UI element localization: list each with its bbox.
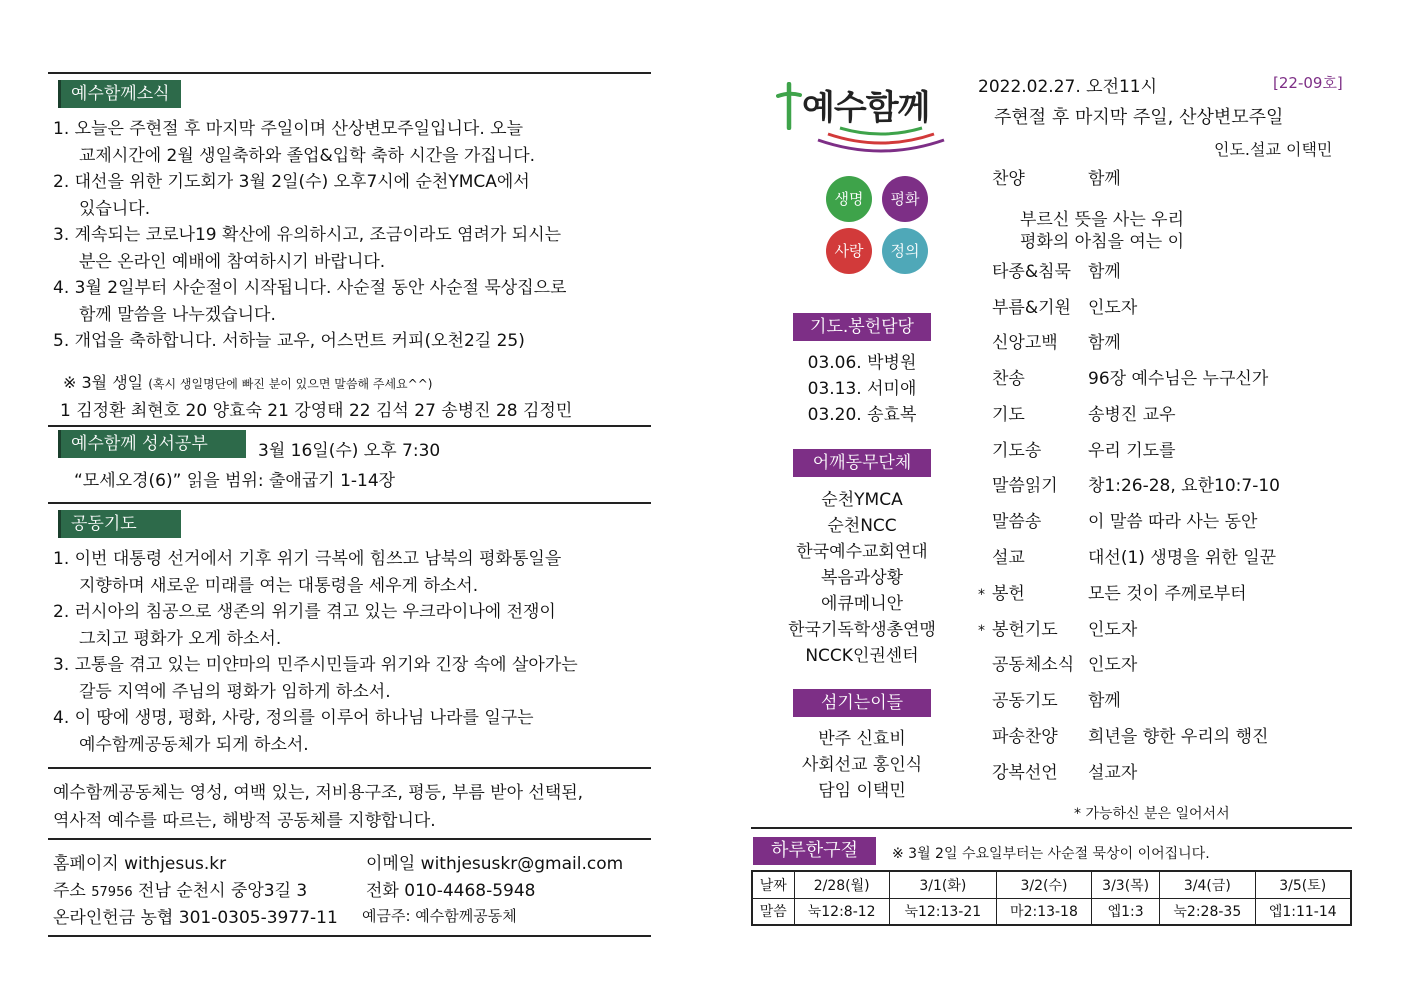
sunday-title: 주현절 후 마지막 주일, 산상변모주일 [994, 107, 1284, 128]
rule [48, 425, 651, 427]
birthday-heading: ※ 3월 생일 (혹시 생일명단에 빠진 분이 있으면 말씀해 주세요^^) [63, 373, 433, 392]
mission-line: 역사적 예수를 따르는, 해방적 공동체를 지향합니다. [53, 811, 436, 831]
cross-icon [776, 82, 802, 130]
prayer-list [53, 546, 578, 758]
rule [48, 502, 651, 504]
servant-item: 담임 이택민 [818, 781, 906, 801]
news-item: 5. 개업을 축하합니다. 서하늘 교우, 어스먼트 커피(오천2길 25) [53, 331, 525, 351]
verse-cell: 눅2:28-35 [1160, 898, 1255, 925]
verse-cell: 엡1:3 [1092, 898, 1160, 925]
order-row: 설교 대선(1) 생명을 위한 일꾼 [992, 548, 1277, 568]
mission-line: 예수함께공동체는 영성, 여백 있는, 저비용구조, 평등, 부름 받아 선택된, [53, 783, 584, 803]
issue-number: [22-09호] [1273, 74, 1343, 92]
servant-item: 사회선교 홍인식 [801, 755, 923, 775]
prayer-section-title: 공동기도 [58, 510, 181, 538]
depositor: 예금주: 예수함께공동체 [362, 907, 517, 925]
service-date: 2022.02.27. 오전11시 [978, 77, 1158, 97]
table-row [752, 871, 1351, 898]
daily-verse-note: ※ 3월 2일 수요일부터는 사순절 묵상이 이어집니다. [892, 846, 1210, 862]
offering-duty-list [793, 350, 931, 428]
homepage[interactable]: 홈페이지 withjesus.kr [53, 854, 227, 874]
order-row: 강복선언 설교자 [992, 763, 1138, 783]
rule [751, 827, 1352, 829]
order-row: 기도송 우리 기도를 [992, 441, 1176, 461]
offering-duty-item: 03.20. 송효복 [807, 405, 917, 425]
prayer-item: 3. 고통을 겪고 있는 미얀마의 민주시민들과 위기와 긴장 속에 살아가는 갈등 지역에 주님의 평화가 임하게 하소서. [53, 655, 578, 702]
news-item: 4. 3월 2일부터 사순절이 시작됩니다. 사순절 동안 사순절 묵상집으로 함께 말씀을 나누겠습니다. [53, 278, 567, 325]
bottom-rule [48, 935, 651, 937]
order-row: * 봉헌 모든 것이 주께로부터 [978, 584, 1247, 604]
news-item: 2. 대선을 위한 기도회가 3월 2일(수) 오후7시에 순천YMCA에서 있습니다. [53, 172, 530, 219]
daily-verse-title: 하루한구절 [753, 837, 876, 865]
servants-list [762, 726, 962, 804]
order-row: 기도 송병진 교우 [992, 405, 1176, 425]
prayer-item: 1. 이번 대통령 선거에서 기후 위기 극복에 힘쓰고 남북의 평화통일을 지향하며 새로운 미래를 여는 대통령을 세우게 하소서. [53, 549, 562, 596]
row-label: 날짜 [752, 871, 794, 898]
order-row: * 봉헌기도 인도자 [978, 620, 1138, 640]
partner-item: 순천NCC [827, 516, 897, 536]
date-cell: 3/2(수) [996, 871, 1091, 898]
partner-item: 한국기독학생총연맹 [788, 620, 936, 640]
date-cell: 3/3(목) [1092, 871, 1160, 898]
address: 주소 57956 전남 순천시 중앙3길 3 [53, 881, 308, 901]
bible-study-text: “모세오경(6)” 읽을 범위: 출애굽기 1-14장 [74, 471, 396, 491]
order-row: 타종&침묵 함께 [992, 262, 1121, 282]
logo [776, 78, 948, 158]
date-cell: 3/1(화) [889, 871, 996, 898]
partner-item: 에큐메니안 [820, 594, 904, 614]
value-circle-life: 생명 [826, 176, 872, 222]
top-rule [48, 72, 651, 74]
partner-item: 순천YMCA [821, 490, 903, 510]
verse-cell: 눅12:8-12 [794, 898, 889, 925]
order-row: 공동체소식 인도자 [992, 655, 1138, 675]
order-row: 부름&기원 인도자 [992, 298, 1138, 318]
value-circle-justice: 정의 [882, 228, 928, 274]
value-circle-love: 사랑 [826, 228, 872, 274]
verse-cell: 마2:13-18 [996, 898, 1091, 925]
news-section-title: 예수함께소식 [58, 80, 181, 108]
partners-title: 어깨동무단체 [793, 449, 931, 477]
servant-item: 반주 신효비 [818, 729, 906, 749]
bible-study-title: 예수함께 성서공부 [58, 430, 246, 458]
rainbow-arcs-icon [816, 122, 946, 154]
prayer-item: 2. 러시아의 침공으로 생존의 위기를 겪고 있는 우크라이나에 전쟁이 그치고 평화가 오게 하소서. [53, 602, 556, 649]
order-row-praise: 찬양 함께 [992, 169, 1121, 189]
email[interactable]: 이메일 withjesuskr@gmail.com [366, 854, 624, 874]
order-row: 찬송 96장 예수님은 누구신가 [992, 369, 1269, 389]
order-row: 말씀읽기 창1:26-28, 요한10:7-10 [992, 476, 1280, 496]
birthday-list: 1 김정환 최현호 20 양효숙 21 강영태 22 김석 27 송병진 28 김정민 [60, 401, 573, 421]
verse-cell: 엡1:11-14 [1255, 898, 1351, 925]
news-item: 3. 계속되는 코로나19 확산에 유의하시고, 조금이라도 염려가 되시는 분은 온라인 예배에 참여하시기 바랍니다. [53, 225, 562, 272]
offering-duty-item: 03.13. 서미애 [807, 379, 917, 399]
partner-item: NCCK인권센터 [805, 646, 919, 666]
online-offering: 온라인헌금 농협 301-0305-3977-11 [53, 908, 338, 928]
preacher: 인도.설교 이택민 [1214, 140, 1333, 159]
bible-study-time: 3월 16일(수) 오후 7:30 [258, 441, 441, 461]
partner-item: 한국예수교회연대 [796, 542, 928, 562]
phone: 전화 010-4468-5948 [366, 881, 536, 901]
date-cell: 3/4(금) [1160, 871, 1255, 898]
news-item: 1. 오늘은 주현절 후 마지막 주일이며 산상변모주일입니다. 오늘 교제시간에 2월 생일축하와 졸업&입학 축하 시간을 가집니다. [53, 119, 536, 166]
verse-cell: 눅12:13-21 [889, 898, 996, 925]
order-row: 파송찬양 희년을 향한 우리의 행진 [992, 727, 1269, 747]
stand-note: * 가능하신 분은 일어서서 [1074, 806, 1230, 822]
row-label: 말씀 [752, 898, 794, 925]
order-row: 말씀송 이 말씀 따라 사는 동안 [992, 512, 1258, 532]
daily-verse-table [751, 870, 1352, 926]
value-circle-peace: 평화 [882, 176, 928, 222]
table-row [752, 898, 1351, 925]
hymn-line: 평화의 아침을 여는 이 [1020, 232, 1185, 252]
partner-item: 복음과상황 [820, 568, 904, 588]
offering-duty-item: 03.06. 박병원 [807, 353, 917, 373]
order-row: 공동기도 함께 [992, 691, 1121, 711]
date-cell: 3/5(토) [1255, 871, 1351, 898]
prayer-item: 4. 이 땅에 생명, 평화, 사랑, 정의를 이루어 하나님 나라를 일구는 예수함께공동체가 되게 하소서. [53, 708, 534, 755]
news-list [53, 116, 566, 355]
hymn-line: 부르신 뜻을 사는 우리 [1020, 210, 1185, 230]
partners-list [762, 487, 962, 669]
offering-duty-title: 기도.봉헌담당 [793, 313, 931, 341]
logo-text: 예수함께 [802, 88, 930, 128]
date-cell: 2/28(월) [794, 871, 889, 898]
servants-title: 섬기는이들 [793, 689, 931, 717]
rule [48, 767, 651, 769]
order-row: 신앙고백 함께 [992, 333, 1121, 353]
rule [48, 838, 651, 840]
